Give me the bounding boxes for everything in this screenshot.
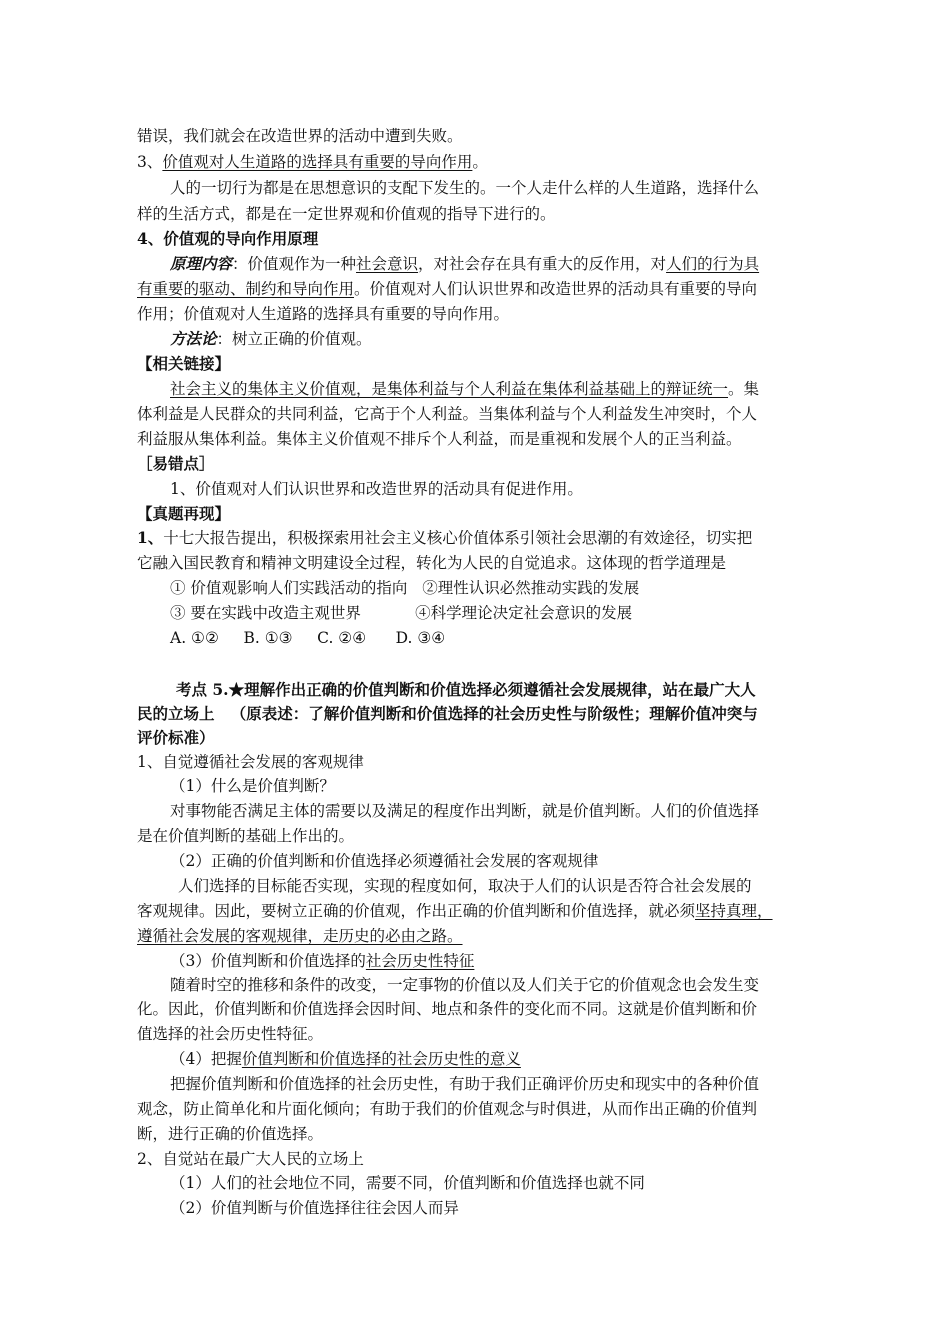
text-line: 有重要的驱动、制约和导向作用。价值观对人们认识世界和改造世界的活动具有重要的导向 — [137, 280, 758, 298]
text-line: 是在价值判断的基础上作出的。 — [137, 827, 355, 845]
subheading: （1）人们的社会地位不同，需要不同，价值判断和价值选择也就不同 — [170, 1174, 645, 1192]
subheading: （2）正确的价值判断和价值选择必须遵循社会发展的客观规律 — [170, 852, 599, 870]
answer-choices: A. ①② B. ①③ C. ②④ D. ③④ — [170, 629, 446, 647]
related-links-heading: 【相关链接】 — [137, 354, 231, 373]
text-line: 值选择的社会历史性特征。 — [137, 1025, 324, 1043]
methodology: 方法论：树立正确的价值观。 — [170, 329, 372, 348]
text-line: 作用；价值观对人生道路的选择具有重要的导向作用。 — [137, 305, 510, 323]
subheading: （4）把握价值判断和价值选择的社会历史性的意义 — [170, 1050, 521, 1068]
subheading: （3）价值判断和价值选择的社会历史性特征 — [170, 952, 475, 970]
question-option-line: ① 价值观影响人们实践活动的指向 ②理性认识必然推动实践的发展 — [170, 579, 640, 597]
text-line: 错误，我们就会在改造世界的活动中遭到失败。 — [137, 127, 463, 145]
principle-content: 原理内容：价值观作为一种社会意识，对社会存在具有重大的反作用，对人们的行为具 — [170, 254, 760, 273]
text-line: 化。因此，价值判断和价值选择会因时间、地点和条件的变化而不同。这就是价值判断和价 — [137, 1000, 758, 1018]
question-1: 1、十七大报告提出，积极探索用社会主义核心价值体系引领社会思潮的有效途径，切实把 — [137, 528, 753, 547]
common-mistakes-heading: ［易错点］ — [137, 454, 215, 473]
text-line: 对事物能否满足主体的需要以及满足的程度作出判断，就是价值判断。人们的价值选择 — [170, 802, 760, 820]
section-1-heading: 1、自觉遵循社会发展的客观规律 — [137, 753, 364, 771]
text-line: 人们选择的目标能否实现，实现的程度如何，取决于人们的认识是否符合社会发展的 — [178, 877, 752, 895]
text-line: 把握价值判断和价值选择的社会历史性，有助于我们正确评价历史和现实中的各种价值 — [170, 1075, 760, 1093]
point-4-heading: 4、价值观的导向作用原理 — [137, 229, 319, 248]
text-line: 评价标准） — [137, 728, 215, 747]
text-line: 断，进行正确的价值选择。 — [137, 1125, 324, 1143]
text-line: 利益服从集体利益。集体主义价值观不排斥个人利益，而是重视和发展个人的正当利益。 — [137, 430, 742, 448]
text-line: 1、价值观对人们认识世界和改造世界的活动具有促进作用。 — [170, 480, 583, 498]
text-line: 人的一切行为都是在思想意识的支配下发生的。一个人走什么样的人生道路，选择什么 — [170, 179, 760, 197]
question-option-line: ③ 要在实践中改造主观世界 ④科学理论决定社会意识的发展 — [170, 604, 633, 622]
text-line: 样的生活方式，都是在一定世界观和价值观的指导下进行的。 — [137, 205, 556, 223]
exam-questions-heading: 【真题再现】 — [137, 504, 231, 523]
text-line: 客观规律。因此，要树立正确的价值观，作出正确的价值判断和价值选择，就必须坚持真理， — [137, 902, 773, 920]
text-line: 体利益是人民群众的共同利益，它高于个人利益。当集体利益与个人利益发生冲突时，个人 — [137, 405, 758, 423]
subheading: （2）价值判断与价值选择往往会因人而异 — [170, 1199, 459, 1217]
section-2-heading: 2、自觉站在最广大人民的立场上 — [137, 1150, 364, 1168]
text-line: 民的立场上 （原表述：了解价值判断和价值选择的社会历史性与阶级性；理解价值冲突与 — [137, 704, 758, 723]
text-line: 它融入国民教育和精神文明建设全过程，转化为人民的自觉追求。这体现的哲学道理是 — [137, 554, 727, 572]
exam-point-5-heading: 考点 5.★理解作出正确的价值判断和价值选择必须遵循社会发展规律，站在最广大人 — [176, 680, 756, 699]
text-line: 观念，防止简单化和片面化倾向；有助于我们的价值观念与时俱进，从而作出正确的价值判 — [137, 1100, 758, 1118]
text-line: 随着时空的推移和条件的改变，一定事物的价值以及人们关于它的价值观念也会发生变 — [170, 976, 760, 994]
subheading: （1）什么是价值判断？ — [170, 777, 335, 795]
text-line: 遵循社会发展的客观规律，走历史的必由之路。 — [137, 927, 463, 945]
point-3-heading: 3、价值观对人生道路的选择具有重要的导向作用。 — [137, 153, 488, 171]
text-line: 社会主义的集体主义价值观，是集体利益与个人利益在集体利益基础上的辩证统一。集 — [170, 380, 760, 398]
